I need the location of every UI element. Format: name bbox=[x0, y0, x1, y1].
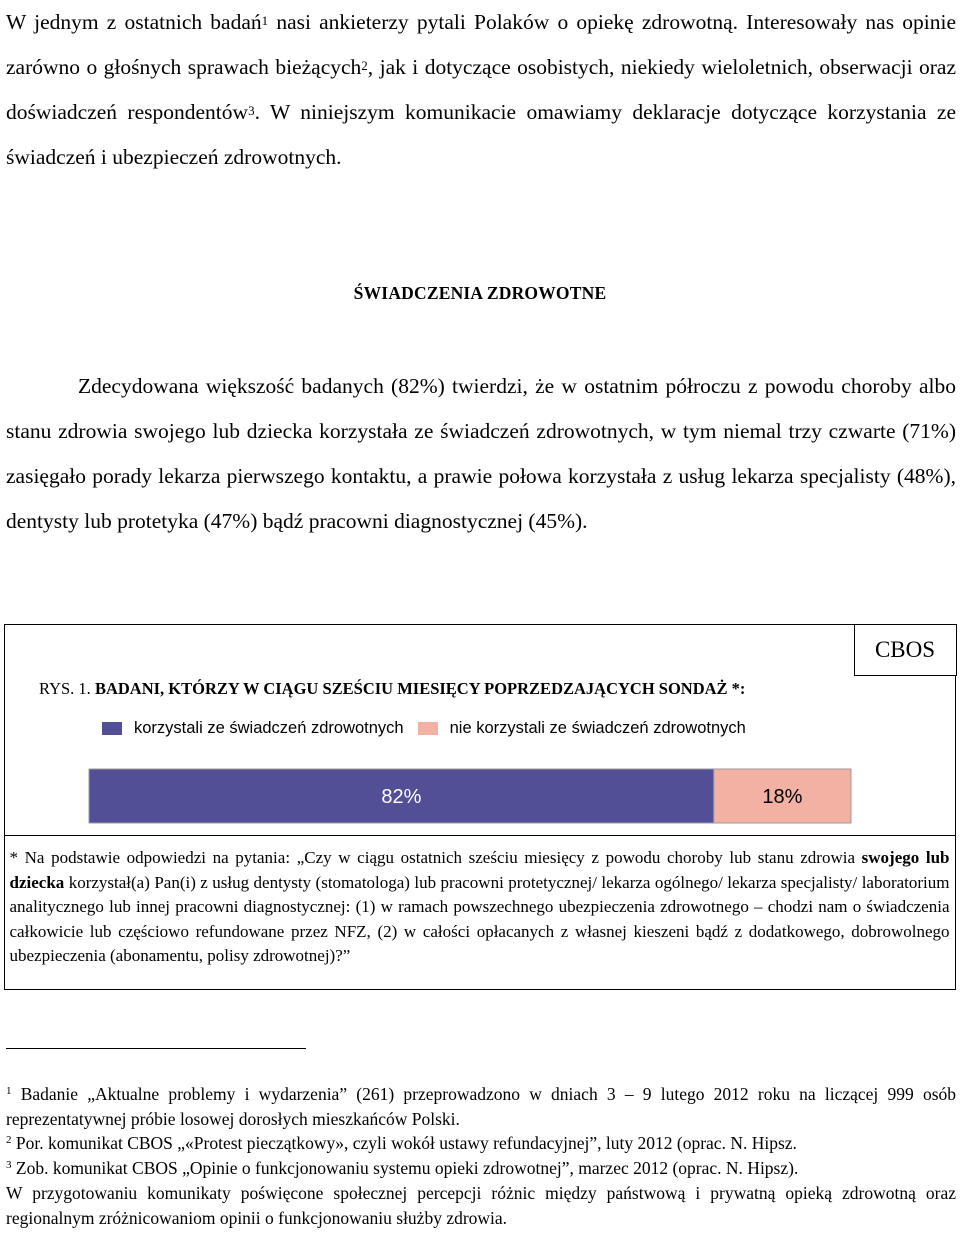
intro-text-1: W jednym z ostatnich badań bbox=[6, 10, 262, 34]
footnote-2-text: Por. komunikat CBOS „«Protest pieczątkowy», czyli wokół ustawy refundacyjnej”, luty 2012 (oprac. N. Hipsz. bbox=[11, 1133, 797, 1154]
footnote-3-number: 3 bbox=[6, 1159, 12, 1172]
footnote-2 bbox=[6, 1131, 956, 1156]
figure-title-text: BADANI, KTÓRZY W CIĄGU SZEŚCIU MIESIĘCY POPRZEDZAJĄCYCH SONDAŻ *: bbox=[94, 679, 746, 698]
legend-item-not-used bbox=[418, 719, 746, 738]
legend-label-not-used: nie korzystali ze świadczeń zdrowotnych bbox=[449, 719, 746, 737]
intro-paragraph bbox=[6, 0, 956, 180]
bar-label-1: 18% bbox=[762, 786, 803, 808]
section-heading: ŚWIADCZENIA ZDROWOTNE bbox=[353, 283, 607, 303]
figure-title bbox=[39, 679, 745, 699]
footnote-ref-2[interactable]: 2 bbox=[361, 58, 368, 73]
footnotes bbox=[6, 1082, 956, 1230]
bar-label-0: 82% bbox=[381, 786, 422, 808]
footnote-note-text: W przygotowaniu komunikaty poświęcone społecznej percepcji różnic między państwową i prywatną opieką zdrowotną oraz regionalnym zróżnicowaniom opinii o funkcjonowaniu służby zdrowia. bbox=[6, 1182, 956, 1228]
figure-footnote-text-a: * Na podstawie odpowiedzi na pytania: „Czy w ciągu ostatnich sześciu miesięcy z powodu choroby lub stanu zdrowia bbox=[9, 848, 862, 867]
footnote-separator bbox=[6, 1048, 306, 1049]
body-paragraph: Zdecydowana większość badanych (82%) twierdzi, że w ostatnim półroczu z powodu choroby albo stanu zdrowia swojego lub dziecka korzystała ze świadczeń zdrowotnych, w tym niemal trzy czwarte (71%) zasięgało porady lekarza pierwszego kontaktu, a prawie połowa korzystała z usług lekarza specjalisty (48%), dentysty lub protetyka (47%) bądź pracowni diagnostycznej (45%). bbox=[6, 374, 956, 533]
footnote-1-text: Badanie „Aktualne problemy i wydarzenia” (261) przeprowadzono w dniach 3 – 9 lutego 2012 roku na liczącej 999 osób reprezentatywnej próbie losowej dorosłych mieszkańców Polski. bbox=[6, 1084, 956, 1129]
footnote-ref-1[interactable]: 1 bbox=[261, 13, 269, 28]
footnote-3-text: Zob. komunikat CBOS „Opinie o funkcjonowaniu systemu opieki zdrowotnej”, marzec 2012 (oprac. N. Hipsz). bbox=[11, 1158, 799, 1179]
figure-label: RYS. 1. bbox=[39, 679, 91, 698]
figure-footnote-text-b: korzystał(a) Pan(i) z usług dentysty (stomatologa) lub pracowni protetycznej/ lekarza ogólnego/ lekarza specjalisty/ laboratorium analitycznego lub innej pracowni diagnostycznej: (1) w ramach powszechnego ubezpieczenia zdrowotnego – chodzi nam o świadczenia całkowicie lub częściowo refundowane przez NFZ, (2) w całości opłacanych z własnej kieszeni bądź z dodatkowego, dobrowolnego ubezpieczenia (abonamentu, polisy zdrowotnej)?” bbox=[9, 872, 950, 966]
footnote-2-number: 2 bbox=[6, 1134, 12, 1147]
legend-swatch-not-used bbox=[418, 722, 438, 735]
figure-footnote bbox=[4, 835, 956, 992]
legend-label-used: korzystali ze świadczeń zdrowotnych bbox=[134, 719, 404, 737]
footnote-note bbox=[6, 1181, 956, 1230]
stacked-bar-chart bbox=[5, 755, 955, 835]
footnote-ref-3[interactable]: 3 bbox=[248, 103, 255, 118]
legend-swatch-used bbox=[102, 722, 122, 735]
figure-footnote-bold: swojego lub dziecka bbox=[9, 848, 950, 892]
intro-text-2: nasi ankieterzy pytali Polaków o opiekę zdrowotną. Interesowały nas opinie zarówno o głośnych sprawach bieżących bbox=[6, 10, 956, 79]
footnote-1 bbox=[6, 1082, 956, 1131]
footnote-1-number: 1 bbox=[6, 1085, 12, 1097]
source-tag: CBOS bbox=[854, 624, 957, 676]
footnote-3 bbox=[6, 1156, 956, 1181]
legend-item-used bbox=[102, 719, 404, 738]
intro-text-3: , jak i dotyczące osobistych, niekiedy wieloletnich, obserwacji oraz doświadczeń respondentów bbox=[6, 55, 956, 124]
figure-box bbox=[4, 624, 956, 990]
chart-legend bbox=[102, 719, 746, 738]
intro-text-4: . W niniejszym komunikacie omawiamy deklaracje dotyczące korzystania ze świadczeń i ubezpieczeń zdrowotnych. bbox=[6, 100, 957, 169]
